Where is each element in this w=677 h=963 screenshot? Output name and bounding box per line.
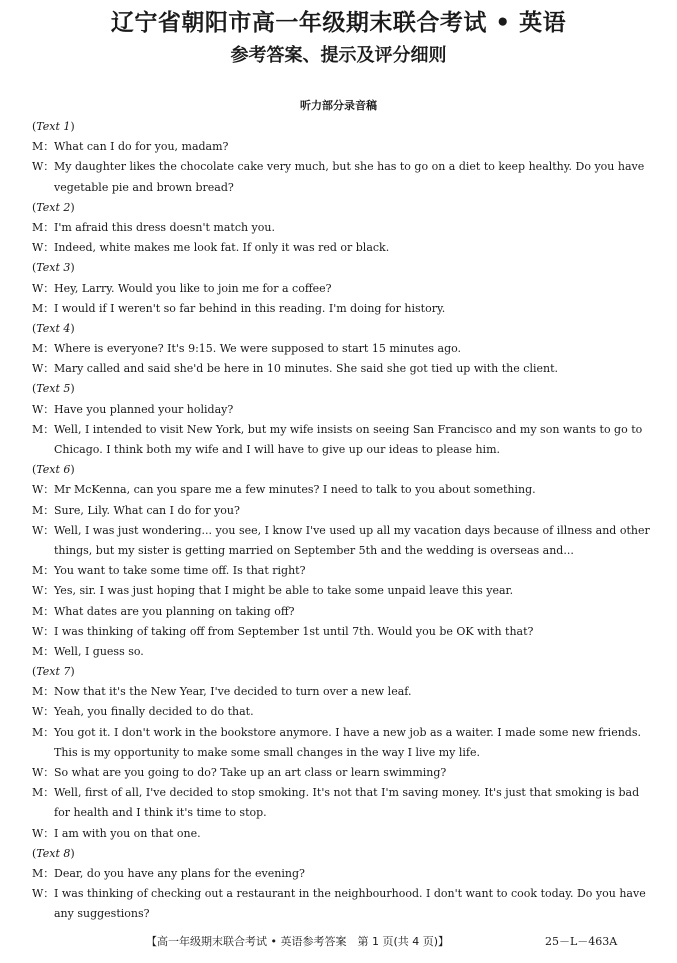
- dialogue-line: [32, 723, 656, 743]
- speaker-tag: W：: [32, 241, 55, 255]
- dialogue-text: What can I do for you, madam?: [54, 140, 229, 154]
- dialogue-line: [32, 581, 656, 601]
- dialogue-continuation: for health and I think it's time to stop.: [54, 806, 267, 820]
- dialogue-text: So what are you going to do? Take up an art class or learn swimming?: [54, 766, 447, 779]
- document-title: 辽宁省朝阳市高一年级期末联合考试 • 英语: [110, 10, 567, 36]
- dialogue-line: [32, 884, 656, 904]
- footer-page-info: 【高一年级期末联合考试 • 英语参考答案 第 1 页(共 4 页)】: [146, 935, 450, 948]
- text-label-value: Text 7: [36, 665, 71, 679]
- dialogue-line: [32, 400, 656, 420]
- document-subtitle: 参考答案、提示及评分细则: [230, 45, 447, 66]
- speaker-tag: W：: [32, 766, 55, 779]
- speaker-tag: M：: [32, 422, 55, 436]
- dialogue-text: I am with you on that one.: [54, 826, 201, 840]
- dialogue-line: [32, 602, 656, 622]
- speaker-tag: W：: [32, 281, 55, 295]
- dialogue-text: Well, first of all, I've decided to stop smoking. It's not that I'm saving money. It's just that smoking is bad: [54, 786, 640, 800]
- speaker-tag: M：: [32, 140, 55, 154]
- dialogue-text: I was thinking of checking out a restaurant in the neighbourhood. I don't want to cook today. Do you have: [54, 887, 646, 901]
- dialogue-text: Well, I was just wondering... you see, I know I've used up all my vacation days because of illness and other: [54, 523, 650, 537]
- dialogue-text: Hey, Larry. Would you like to join me for a coffee?: [54, 281, 332, 295]
- speaker-tag: M：: [32, 220, 55, 234]
- dialogue-text: Indeed, white makes me look fat. If only it was red or black.: [54, 241, 390, 255]
- dialogue-text: I was thinking of taking off from September 1st until 7th. Would you be OK with that?: [54, 624, 534, 638]
- text-label-value: Text 4: [36, 321, 71, 335]
- dialogue-line: [32, 702, 656, 722]
- dialogue-line: [32, 339, 656, 359]
- dialogue-text: Mary called and said she'd be here in 10 minutes. She said she got tied up with the client.: [54, 362, 558, 376]
- dialogue-text: What dates are you planning on taking off?: [54, 604, 295, 618]
- speaker-tag: M：: [32, 644, 55, 658]
- text-label: (Text 6): [32, 463, 75, 477]
- text-label: (Text 3): [32, 261, 75, 275]
- dialogue-line: [32, 279, 656, 299]
- speaker-tag: M：: [32, 866, 55, 880]
- dialogue-continuation: This is my opportunity to make some small changes in the way I live my life.: [54, 745, 481, 759]
- dialogue-text: You want to take some time off. Is that right?: [54, 564, 306, 578]
- dialogue-line: [32, 501, 656, 521]
- speaker-tag: M：: [32, 564, 55, 578]
- dialogue-line: [32, 137, 656, 157]
- text-label-value: Text 5: [36, 382, 71, 396]
- text-label: (Text 2): [32, 200, 75, 214]
- text-label-value: Text 2: [36, 200, 71, 214]
- dialogue-text: Yes, sir. I was just hoping that I might be able to take some unpaid leave this year.: [54, 584, 514, 598]
- dialogue-line: [32, 783, 656, 803]
- dialogue-continuation: vegetable pie and brown bread?: [54, 180, 234, 194]
- dialogue-text: Well, I intended to visit New York, but my wife insists on seeing San Francisco and my son wants to go to: [54, 422, 643, 436]
- speaker-tag: W：: [32, 402, 55, 416]
- dialogue-line: [32, 682, 656, 702]
- speaker-tag: W：: [32, 362, 55, 376]
- dialogue-line: [32, 480, 656, 500]
- dialogue-continuation: things, but my sister is getting married on September 5th and the wedding is overseas and...: [54, 543, 574, 557]
- dialogue-line: [32, 359, 656, 379]
- speaker-tag: M：: [32, 342, 55, 356]
- section-title: 听力部分录音稿: [300, 99, 377, 112]
- speaker-tag: W：: [32, 826, 55, 840]
- dialogue-text: I would if I weren't so far behind in this reading. I'm doing for history.: [54, 301, 446, 315]
- speaker-tag: M：: [32, 604, 55, 618]
- text-label: (Text 5): [32, 382, 75, 396]
- text-label-value: Text 8: [36, 846, 71, 860]
- text-label: (Text 1): [32, 120, 75, 133]
- dialogue-line: [32, 561, 656, 581]
- speaker-tag: M：: [32, 503, 55, 517]
- text-label-value: Text 6: [36, 463, 71, 477]
- dialogue-line: [32, 157, 656, 177]
- dialogue-line: [32, 763, 656, 783]
- speaker-tag: M：: [32, 301, 55, 315]
- dialogue-continuation: Chicago. I think both my wife and I will have to give up our ideas to please him.: [54, 443, 501, 456]
- dialogue-text: Where is everyone? It's 9:15. We were supposed to start 15 minutes ago.: [54, 342, 462, 356]
- dialogue-text: Now that it's the New Year, I've decided to turn over a new leaf.: [54, 685, 412, 699]
- dialogue-line: [32, 299, 656, 319]
- speaker-tag: W：: [32, 887, 55, 901]
- dialogue-text: You got it. I don't work in the bookstore anymore. I have a new job as a waiter. I made some new friends.: [54, 725, 641, 739]
- speaker-tag: W：: [32, 705, 55, 719]
- dialogue-line: [32, 521, 656, 541]
- dialogue-text: My daughter likes the chocolate cake very much, but she has to go on a diet to keep healthy. Do you have: [54, 160, 645, 174]
- text-label-value: Text 1: [36, 120, 71, 133]
- listening-transcript: [32, 117, 656, 925]
- speaker-tag: M：: [32, 685, 55, 699]
- speaker-tag: M：: [32, 786, 55, 800]
- dialogue-text: Yeah, you finally decided to do that.: [54, 705, 254, 719]
- footer-code: 25－L－463A: [545, 935, 618, 948]
- dialogue-text: Dear, do you have any plans for the evening?: [54, 866, 305, 880]
- dialogue-text: Mr McKenna, can you spare me a few minutes? I need to talk to you about something.: [54, 483, 536, 497]
- dialogue-line: [32, 824, 656, 844]
- speaker-tag: W：: [32, 584, 55, 598]
- dialogue-line: [32, 238, 656, 258]
- speaker-tag: W：: [32, 523, 55, 537]
- speaker-tag: W：: [32, 160, 55, 174]
- dialogue-text: I'm afraid this dress doesn't match you.: [54, 220, 275, 234]
- dialogue-text: Have you planned your holiday?: [54, 402, 234, 416]
- speaker-tag: M：: [32, 725, 55, 739]
- dialogue-line: [32, 864, 656, 884]
- dialogue-line: [32, 642, 656, 662]
- text-label: (Text 8): [32, 846, 75, 860]
- dialogue-continuation: any suggestions?: [54, 907, 150, 921]
- text-label: (Text 7): [32, 665, 75, 679]
- dialogue-line: [32, 622, 656, 642]
- dialogue-text: Sure, Lily. What can I do for you?: [54, 503, 240, 517]
- dialogue-line: [32, 218, 656, 238]
- text-label: (Text 4): [32, 321, 75, 335]
- dialogue-line: [32, 420, 656, 440]
- dialogue-text: Well, I guess so.: [54, 644, 144, 658]
- speaker-tag: W：: [32, 624, 55, 638]
- text-label-value: Text 3: [36, 261, 71, 275]
- speaker-tag: W：: [32, 483, 55, 497]
